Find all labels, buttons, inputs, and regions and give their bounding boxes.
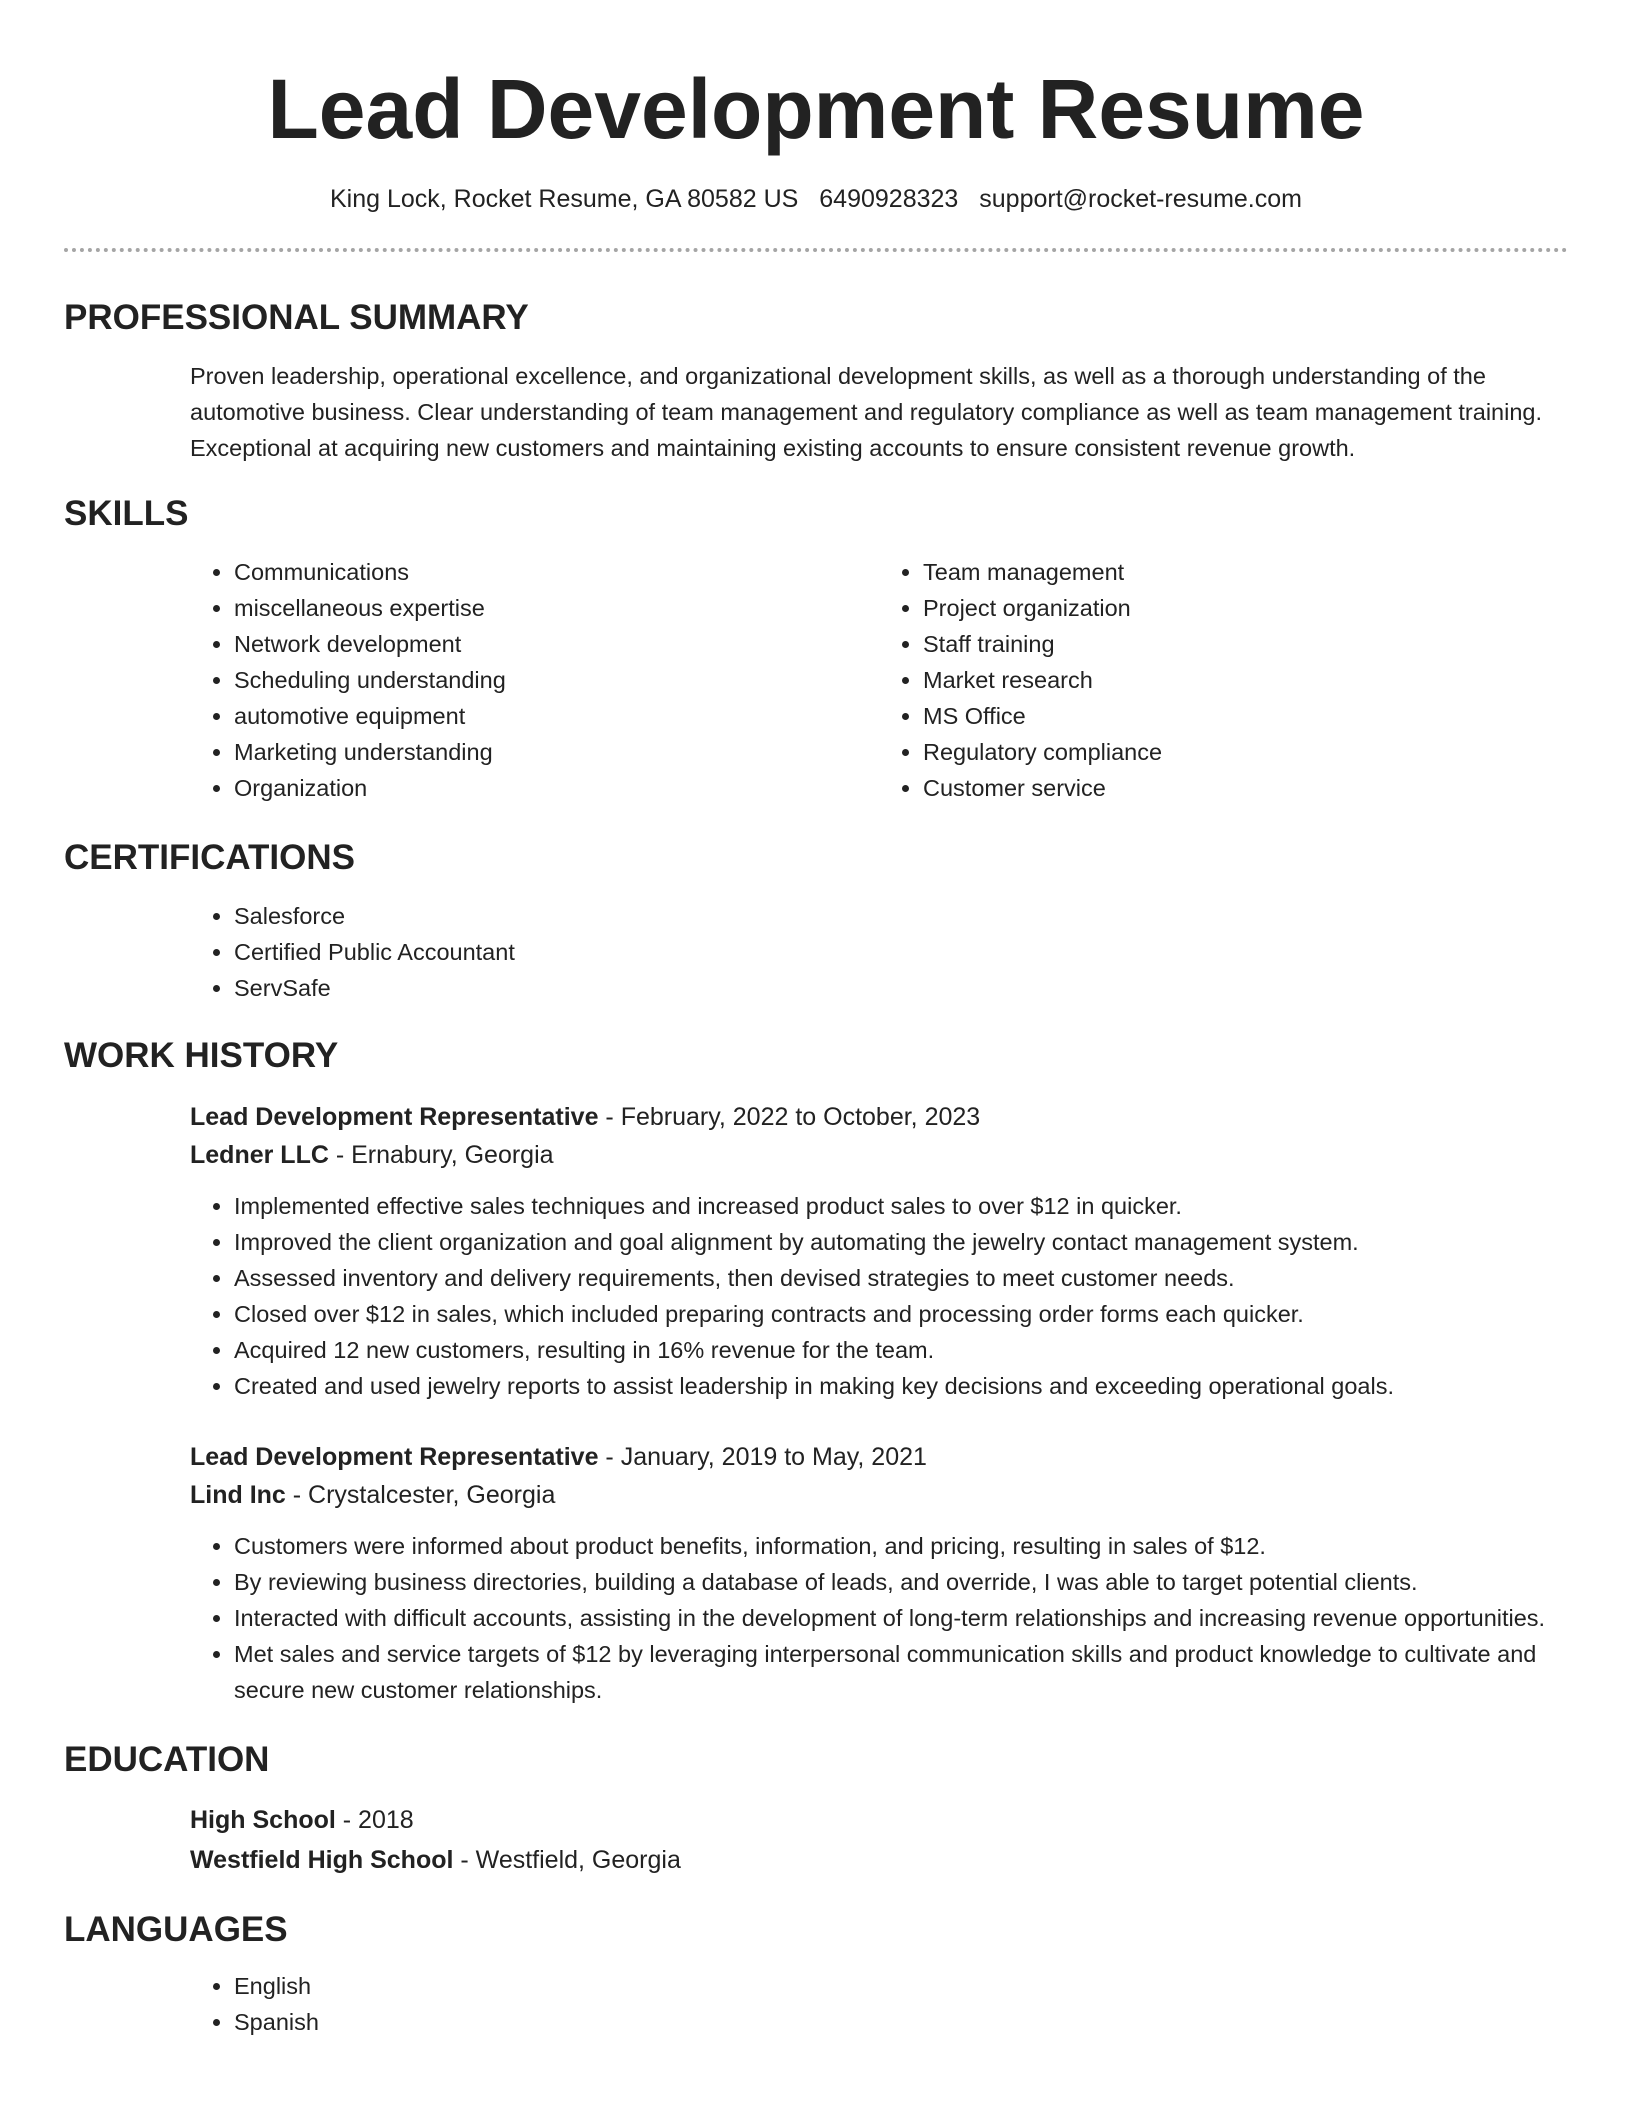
- job-location: Ernabury, Georgia: [351, 1141, 554, 1169]
- job-bullets: [190, 1188, 1568, 1404]
- education-section: [64, 1738, 1568, 1880]
- contact-line: [64, 182, 1568, 216]
- list-item: • Improved the client organization and goal alignment by automating the jewelry contact management system.: [234, 1224, 1568, 1260]
- list-item: • ServSafe: [234, 970, 1568, 1006]
- education-school-line: [190, 1840, 1568, 1880]
- list-item: • Organization: [234, 770, 879, 806]
- skills-heading: SKILLS: [64, 494, 189, 533]
- certifications-list: [190, 898, 1568, 1006]
- work-body: [190, 1098, 1568, 1708]
- languages-heading: LANGUAGES: [64, 1910, 288, 1949]
- job-company: Lind Inc: [190, 1481, 286, 1509]
- list-item: • Created and used jewelry reports to assist leadership in making key decisions and exceeding operational goals.: [234, 1368, 1568, 1404]
- job-location: Crystalcester, Georgia: [308, 1481, 556, 1509]
- skills-list-right: [879, 554, 1568, 806]
- education-year: 2018: [358, 1806, 414, 1834]
- list-item: • Closed over $12 in sales, which included preparing contracts and processing order forms each quicker.: [234, 1296, 1568, 1332]
- list-item: • English: [234, 1968, 1568, 2004]
- job-entry: [190, 1438, 1568, 1708]
- list-item: • Market research: [923, 662, 1568, 698]
- list-item: • Scheduling understanding: [234, 662, 879, 698]
- list-item: • Staff training: [923, 626, 1568, 662]
- summary-heading: PROFESSIONAL SUMMARY: [64, 298, 529, 337]
- languages-list: [190, 1968, 1568, 2040]
- skills-list-left: [190, 554, 879, 806]
- work-section: [64, 1034, 1568, 1708]
- work-heading: WORK HISTORY: [64, 1036, 339, 1075]
- summary-text: Proven leadership, operational excellence, and organizational development skills, as well as a thorough understanding of the automotive business. Clear understanding of team management and regulatory compliance as well as team management training. Exceptional at acquiring new customers and maintaining existing accounts to ensure consistent revenue growth.: [190, 363, 1542, 461]
- list-item: • Certified Public Accountant: [234, 934, 1568, 970]
- job-company: Ledner LLC: [190, 1141, 329, 1169]
- certifications-body: [190, 898, 1568, 1006]
- certifications-heading: CERTIFICATIONS: [64, 838, 356, 877]
- separator: -: [598, 1103, 621, 1131]
- list-item: • Team management: [923, 554, 1568, 590]
- job-role: Lead Development Representative: [190, 1103, 599, 1131]
- list-item: • Spanish: [234, 2004, 1568, 2040]
- list-item: • Marketing understanding: [234, 734, 879, 770]
- education-school: Westfield High School: [190, 1846, 454, 1874]
- skills-columns: [190, 554, 1568, 806]
- list-item: • Customer service: [923, 770, 1568, 806]
- job-dates: February, 2022 to October, 2023: [620, 1103, 981, 1131]
- education-location: Westfield, Georgia: [475, 1846, 681, 1874]
- contact-email: support@rocket-resume.com: [979, 185, 1302, 213]
- languages-section: [64, 1908, 1568, 2040]
- separator: -: [453, 1846, 476, 1874]
- separator: -: [598, 1443, 621, 1471]
- education-body: [190, 1800, 1568, 1880]
- job-bullets: [190, 1528, 1568, 1708]
- list-item: • Customers were informed about product benefits, information, and pricing, resulting in sales of $12.: [234, 1528, 1568, 1564]
- job-role: Lead Development Representative: [190, 1443, 599, 1471]
- certifications-section: [64, 836, 1568, 1006]
- separator: -: [328, 1141, 352, 1169]
- list-item: • MS Office: [923, 698, 1568, 734]
- list-item: • Regulatory compliance: [923, 734, 1568, 770]
- job-title-line: [190, 1098, 1568, 1136]
- list-item: • Acquired 12 new customers, resulting in 16% revenue for the team.: [234, 1332, 1568, 1368]
- job-company-line: [190, 1476, 1568, 1514]
- job-dates: January, 2019 to May, 2021: [620, 1443, 927, 1471]
- list-item: • automotive equipment: [234, 698, 879, 734]
- job-entry: [190, 1098, 1568, 1404]
- separator: -: [285, 1481, 309, 1509]
- list-item: • Interacted with difficult accounts, assisting in the development of long-term relationships and increasing revenue opportunities.: [234, 1600, 1568, 1636]
- header-divider: [64, 248, 1568, 252]
- languages-body: [190, 1968, 1568, 2040]
- summary-section: [64, 296, 1568, 466]
- job-title-line: [190, 1438, 1568, 1476]
- list-item: • Met sales and service targets of $12 by leveraging interpersonal communication skills and product knowledge to cultivate and secure new customer relationships.: [234, 1636, 1568, 1708]
- list-item: • Project organization: [923, 590, 1568, 626]
- education-degree: High School: [190, 1806, 336, 1834]
- contact-phone: 6490928323: [819, 185, 959, 213]
- education-heading: EDUCATION: [64, 1740, 270, 1779]
- education-degree-line: [190, 1800, 1568, 1840]
- job-company-line: [190, 1136, 1568, 1174]
- resume-header: [64, 0, 1568, 216]
- list-item: • Communications: [234, 554, 879, 590]
- list-item: • Salesforce: [234, 898, 1568, 934]
- resume-title: Lead Development Resume: [267, 62, 1365, 156]
- list-item: • By reviewing business directories, building a database of leads, and override, I was able to target potential clients.: [234, 1564, 1568, 1600]
- contact-address: King Lock, Rocket Resume, GA 80582 US: [330, 185, 799, 213]
- list-item: • Network development: [234, 626, 879, 662]
- list-item: • Implemented effective sales techniques and increased product sales to over $12 in quicker.: [234, 1188, 1568, 1224]
- separator: -: [335, 1806, 359, 1834]
- list-item: • Assessed inventory and delivery requirements, then devised strategies to meet customer needs.: [234, 1260, 1568, 1296]
- list-item: • miscellaneous expertise: [234, 590, 879, 626]
- skills-section: [64, 492, 1568, 806]
